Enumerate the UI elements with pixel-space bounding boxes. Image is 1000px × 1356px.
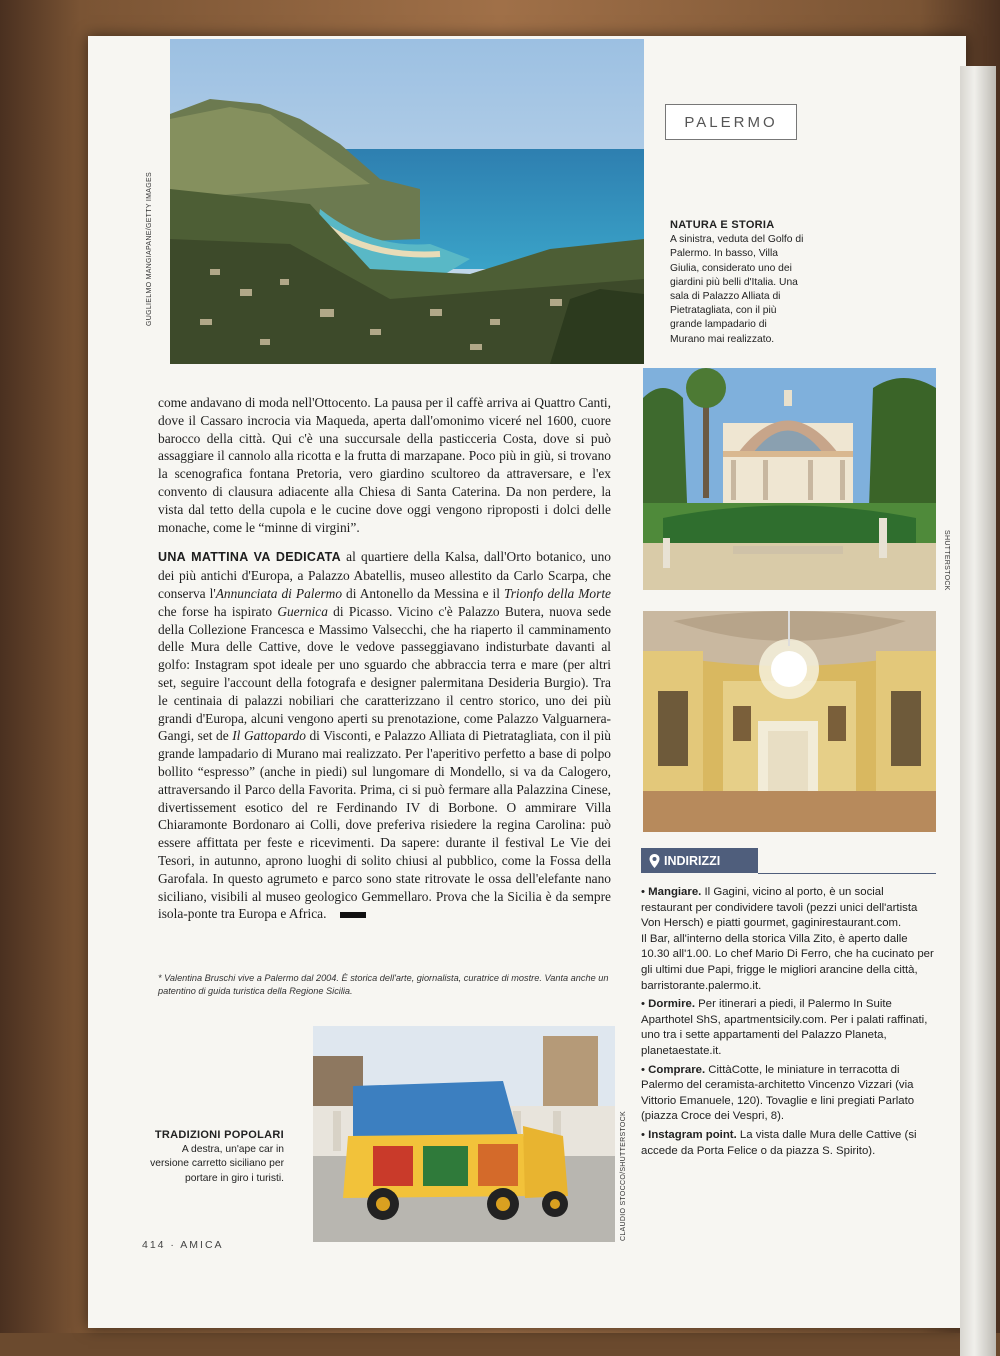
address-text: La vista dalle Mura delle Cattive (si accede da Porta Felice o da piazza S. Spirito). — [641, 1128, 917, 1157]
address-item-eat: • Mangiare. Il Gagini, vicino al porto, è un social restaurant per condividere tavoli (pezzi unici dell'artista Von Hersch) e piatti gourmet, gaginirestaurant.com. Il Bar, all'interno della storica Villa Zito, è aperto dalle 10.30 all'1.00. Lo chef Mario Di Ferro, che ha cucinato per gli ultimi due Papi, frigge le migliori arancine della città, barristorante.palermo.it. — [641, 886, 934, 992]
address-category: Dormire. — [648, 998, 695, 1011]
address-item-shop: • Comprare. CittàCotte, le miniature in terracotta di Palermo del ceramista-architetto Vincenzo Vizzari (via Vittorio Emanuele, 120). Tovaglie e lini pregiati Parlato (piazza Croce dei Vespri, 8). — [641, 1063, 915, 1123]
page-folio: 414 · AMICA — [142, 1239, 224, 1251]
address-category: Mangiare. — [648, 886, 702, 898]
addresses-header — [641, 848, 758, 873]
addresses-rule — [758, 873, 936, 874]
magazine-page — [88, 36, 966, 1328]
caption-text: A destra, un'ape car in versione carretto siciliano per portare in giro i turisti. — [150, 1144, 284, 1184]
text-run: che forse ha ispirato — [158, 603, 278, 619]
caption-title: TRADIZIONI POPOLARI — [154, 1129, 284, 1141]
ape-car-image — [313, 1026, 615, 1242]
address-text: Il Gagini, vicino al porto, è un social restaurant per condividere tavoli (pezzi unici dell'artista Von Hersch) e piatti gourmet, gaginirestaurant.com. — [641, 886, 918, 930]
caption-traditions — [148, 1128, 284, 1186]
address-item-instagram: • Instagram point. La vista dalle Mura delle Cattive (si accede da Porta Felice o da piazza S. Spirito). — [641, 1128, 917, 1157]
page-edge — [960, 66, 996, 1356]
chandelier-hall-image — [643, 611, 936, 832]
artwork-title: Trionfo della Morte — [504, 585, 611, 601]
address-item-sleep: • Dormire. Per itinerari a piedi, il Palermo In Suite Aparthotel ShS, apartmentsicily.com. Per i palati raffinati, uno tra i sette appartamenti del Palazzo Planeta, planetaestate.it. — [641, 998, 928, 1057]
addresses-list — [641, 885, 937, 1162]
caption-nature-history — [670, 218, 804, 347]
address-text: Per itinerari a piedi, il Palermo In Suite Aparthotel ShS, apartmentsicily.com. Per i palati raffinati, uno tra i sette appartamenti del Palazzo Planeta, planetaestate.it. — [641, 998, 928, 1057]
section-tag: PALERMO — [665, 104, 797, 140]
artwork-title: Annunciata di Palermo — [215, 585, 343, 601]
address-category: Comprare. — [648, 1063, 706, 1076]
address-category: Instagram point. — [648, 1128, 737, 1141]
addresses-title: INDIRIZZI — [664, 853, 721, 868]
address-text-extra: Il Bar, all'interno della storica Villa Zito, è aperto dalle 10.30 all'1.00. Lo chef Mario Di Ferro, che ha cucinato per gli ultimi due Papi, frigge le migliori arancine della città, barristorante.palermo.it. — [641, 932, 934, 992]
article-paragraph-1: come andavano di moda nell'Ottocento. La pausa per il caffè arriva ai Quattro Canti, dove il Cassaro incrocia via Maqueda, aperta dall'omonimo viceré nel 1600, cuore barocco della città. Qui c'è una succursale della pasticceria Costa, dove si può assaggiare il cannolo alla ricotta e la frutta di marzapane. Poco più in giù, si trovano la scenografica fontana Pretoria, vero giardino scultoreo da attraversare, e l'ex convento di clausura adiacente alla Chiesa di Santa Caterina. Da non perdere, la vista dal tetto della cupola e le cucine dove oggi vengono riproposti i dolci delle monache, come le “minne di virgini”. — [158, 395, 611, 535]
photo-credit-apecar: CLAUDIO STOCCO/SHUTTERSTOCK — [620, 1111, 627, 1241]
article-paragraph-2 — [158, 548, 611, 923]
film-title: Il Gattopardo — [232, 728, 306, 744]
gulf-of-palermo-photo — [170, 39, 644, 364]
location-pin-icon — [649, 854, 660, 868]
text-run: di Antonello da Messina e il — [342, 585, 505, 601]
ape-car-photo — [313, 1026, 615, 1242]
palazzo-alliata-hall-photo — [643, 611, 936, 832]
paragraph-lead-in: UNA MATTINA VA DEDICATA — [158, 550, 341, 565]
article-body — [158, 394, 611, 923]
caption-title: NATURA E STORIA — [670, 219, 775, 231]
text-run: al quartiere della Kalsa, dall'Orto botanico, uno dei più antichi d'Europa, a Palazzo Abatellis, museo allestito da Carlo Scarpa, che conserva l' — [158, 549, 611, 601]
photo-credit-gulf: GUGLIELMO MANGIAPANE/GETTY IMAGES — [146, 172, 153, 326]
text-run: di Visconti, e Palazzo Alliata di Pietratagliata, con il più grande lampadario di Murano mai realizzato. Per l'aperitivo perfetto a base di polpo bollito “espresso” (anche in piedi) sul lungomare di Mondello, si va da Calogero, attraversando il Parco della Favorita. Prima, ci si può fermare alla Palazzina Cinese, divertissement esotico del re Ferdinando IV di Borbone. O ammirare Villa Chiaramonte Bordonaro ai Colli, dove preferiva risiedere la regina Carolina: può essere affittata per feste e ricevimenti. Da sapere: durante il festival Le Vie dei Tesori, in autunno, aprono luoghi di solito chiusi al pubblico, come la Fossa della Garofala. In questo agrumeto e parco sono state ritrovate le ossa dell'elefante nano siciliano, visibili al museo geologico Gemmellaro. Prova che la Sicilia è da sempre isola-ponte tra Europa e Africa. — [158, 728, 611, 922]
address-text: CittàCotte, le miniature in terracotta di Palermo del ceramista-architetto Vincenzo Vizzari (via Vittorio Emanuele, 120). Tovaglie e lini pregiati Parlato (piazza Croce dei Vespri, 8). — [641, 1063, 915, 1123]
villa-giulia-image — [643, 368, 936, 590]
text-run: di Picasso. Vicino c'è Palazzo Butera, nuova sede della Collezione Francesca e Massimo Valsecchi, che ha riaperto il camminamento delle Mura delle Cattive, dove le vedove passeggiavano indisturbate davanti al golfo: Instagram spot ideale per uno sguardo che abbraccia terra e mare (per altri set, seguire l'account della fotografa e designer palermitana Desideria Burgio). Tra le centinaia di palazzi nobiliari che caratterizzano il centro storico, uno dei più grandi d'Europa, alcuni vengono aperti su prenotazione, come Palazzo Valguarnera-Gangi, set de — [158, 603, 612, 744]
photo-credit-villa: SHUTTERSTOCK — [943, 530, 950, 591]
caption-text: A sinistra, veduta del Golfo di Palermo. In basso, Villa Giulia, considerato uno dei giardini più belli d'Italia. Una sala di Palazzo Alliata di Pietratagliata, con il più grande lampadario di Murano mai realizzato. — [670, 234, 804, 345]
villa-giulia-photo — [643, 368, 936, 590]
end-of-article-mark — [340, 912, 366, 918]
gulf-landscape-image — [170, 39, 644, 364]
author-footnote: * Valentina Bruschi vive a Palermo dal 2004. È storica dell'arte, giornalista, curatrice di mostre. Vanta anche un patentino di guida turistica della Regione Sicilia. — [158, 973, 609, 996]
artwork-title: Guernica — [277, 603, 328, 619]
